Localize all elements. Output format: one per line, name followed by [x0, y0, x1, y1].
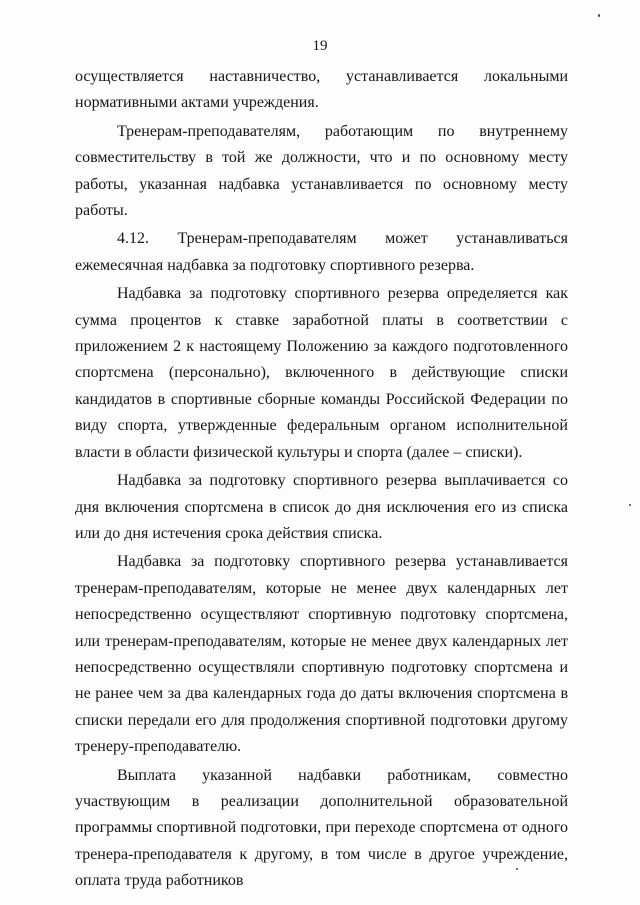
page-number: 19 [312, 38, 328, 54]
scan-speck [516, 868, 518, 870]
paragraph-allowance-eligibility: Надбавка за подготовку спортивного резерва устанавливается тренерам-преподавателям, которые не менее двух календарных лет непосредственно осуществляют спортивную подготовку спортсмена, или тренерам-преподавателям, которые не менее двух календарных лет непосредственно осуществляли спортивную подготовку спортсмена и не ранее чем за два календарных года до даты включения спортсмена в списки передали его для продолжения спортивной подготовки другому тренеру-преподавателю. [75, 553, 568, 756]
paragraph-part-time: Тренерам-преподавателям, работающим по внутреннему совместительству в той же должности, что и по основному месту работы, указанная надбавка устанавливается по основному месту работы. [75, 122, 568, 220]
paragraph-allowance-period: Надбавка за подготовку спортивного резерва выплачивается со дня включения спортсмена в список до дня исключения его из списка или до дня истечения срока действия списка. [75, 472, 568, 542]
paragraph-joint-payment: Выплата указанной надбавки работникам, совместно участвующим в реализации дополнительной образовательной программы спортивной подготовки, при переходе спортсмена от одного тренера-преподавателя к другому, в том числе в другое учреждение, оплата труда работников [75, 766, 568, 890]
scan-speck [598, 14, 600, 17]
paragraph-4-12: 4.12. Тренерам-преподавателям может устанавливаться ежемесячная надбавка за подготовку спортивного резерва. [75, 230, 568, 274]
scan-speck [629, 504, 631, 506]
paragraph-allowance-definition: Надбавка за подготовку спортивного резерва определяется как сумма процентов к ставке заработной платы в соответствии с приложением 2 к настоящему Положению за каждого подготовленного спортсмена (персонально), включенного в действующие списки кандидатов в спортивные сборные команды Российской Федерации по виду спорта, утвержденные федеральным органом исполнительной власти в области физической культуры и спорта (далее – списки). [75, 285, 568, 461]
paragraph-continuation: осуществляется наставничество, устанавливается локальными нормативными актами учреждения. [75, 68, 568, 112]
document-body [75, 64, 568, 895]
